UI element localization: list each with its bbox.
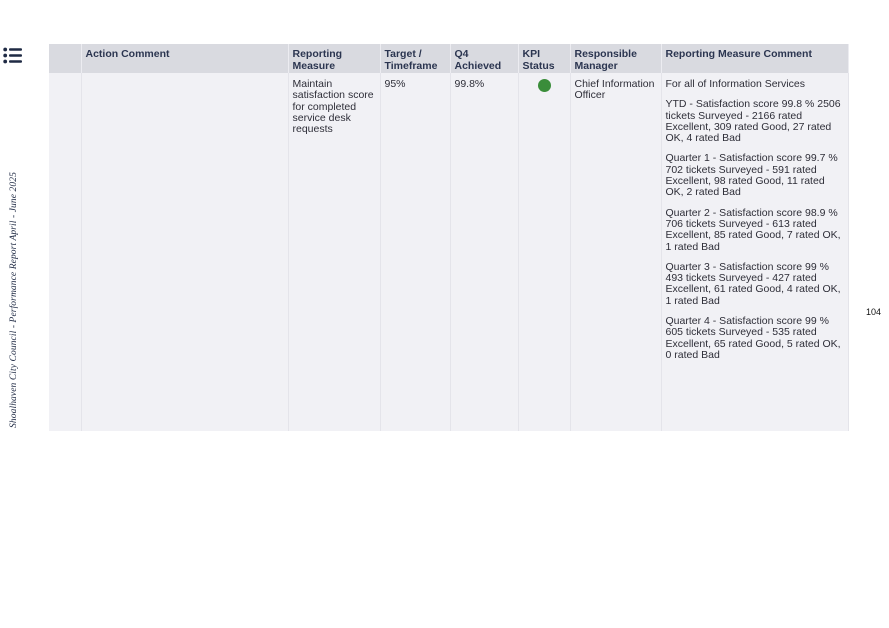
comment-paragraph: For all of Information Services (665, 78, 805, 90)
table-row (49, 73, 848, 431)
comment-paragraph: Quarter 4 - Satisfaction score 99 % 605 tickets Surveyed - 535 rated Excellent, 65 rated Good, 5 rated OK, 0 rated Bad (665, 315, 841, 361)
cell-q4-achieved: 99.8% (450, 73, 518, 431)
cell-reporting-measure-comment (661, 73, 848, 431)
list-menu-icon[interactable] (3, 46, 23, 66)
header-action-comment: Action Comment (81, 44, 288, 73)
cell-kpi-status (518, 73, 570, 431)
header-q4-achieved: Q4 Achieved (450, 44, 518, 73)
header-blank (49, 44, 81, 73)
comment-paragraph: YTD - Satisfaction score 99.8 % 2506 tickets Surveyed - 2166 rated Excellent, 309 rated Good, 27 rated OK, 4 rated Bad (665, 98, 841, 145)
table-header-row (49, 44, 848, 73)
header-reporting-measure-comment: Reporting Measure Comment (661, 44, 848, 73)
header-responsible-manager: Responsible Manager (570, 44, 661, 73)
comment-paragraph: Quarter 1 - Satisfaction score 99.7 % 702 tickets Surveyed - 591 rated Excellent, 98 rated Good, 11 rated OK, 2 rated Bad (665, 152, 838, 199)
comment-paragraph: Quarter 2 - Satisfaction score 98.9 % 706 tickets Surveyed - 613 rated Excellent, 85 rated Good, 7 rated OK, 1 rated Bad (665, 206, 841, 253)
cell-blank (49, 73, 81, 431)
header-kpi-status: KPI Status (518, 44, 570, 73)
performance-table (49, 44, 849, 431)
cell-target-timeframe: 95% (380, 73, 450, 431)
report-vertical-title: Shoalhaven City Council - Performance Report April - June 2025 (9, 172, 19, 428)
cell-action-comment (81, 73, 288, 431)
header-reporting-measure: Reporting Measure (288, 44, 380, 73)
page-number: 104 (866, 307, 882, 317)
comment-paragraph: Quarter 3 - Satisfaction score 99 % 493 tickets Surveyed - 427 rated Excellent, 61 rated Good, 4 rated OK, 1 rated Bad (665, 260, 841, 307)
cell-responsible-manager: Chief Information Officer (570, 73, 661, 431)
cell-reporting-measure: Maintain satisfaction score for completed service desk requests (288, 73, 380, 431)
kpi-status-dot-icon (538, 79, 551, 92)
header-target-timeframe: Target / Timeframe (380, 44, 450, 73)
